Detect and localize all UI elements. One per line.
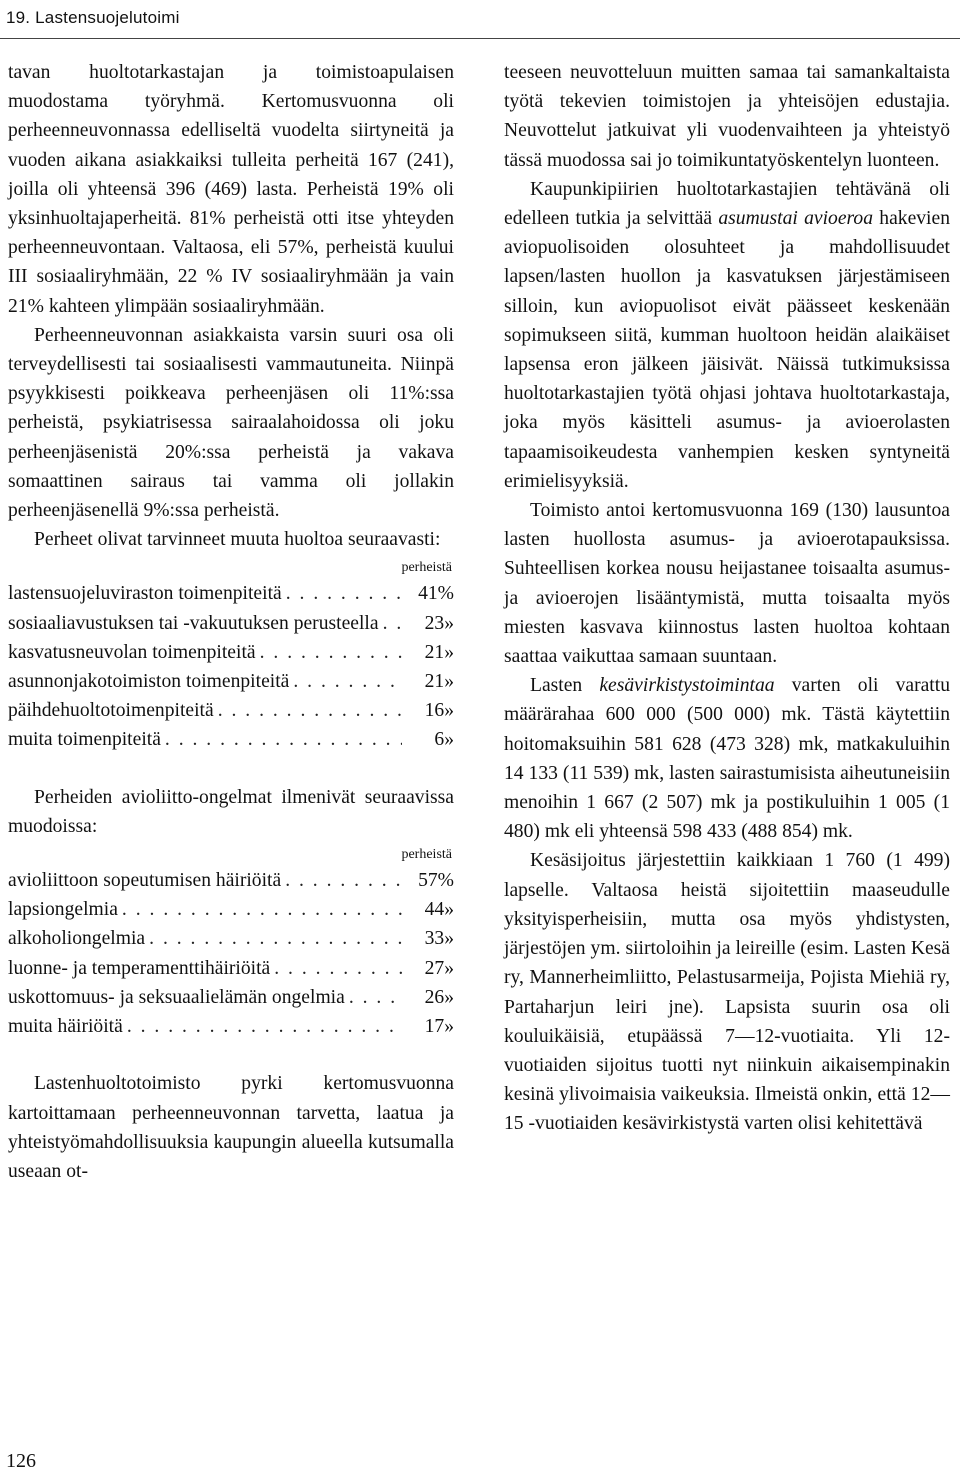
list-item-label: luonne- ja temperamenttihäiriöitä [8,957,271,979]
list-item [8,954,454,983]
leader-dots [274,954,402,983]
italic-term: kesävirkistystoimintaa [599,675,775,697]
left-paragraph-1: tavan huoltotarkastajan ja toimistoapulaisen muodostama työryhmä. Kertomusvuonna oli perheenneuvonnassa edelliseltä vuodelta siirtyneitä ja vuoden aikana asiakkaiksi tulleita perheitä 167 (241), joilla oli yhteensä 396 (469) lasta. Perheistä 19% oli yksinhuoltajaperheitä. 81% perheistä otti itse yhteyden perheenneuvontaan. Valtaosa, eli 57%, perheistä kuului III sosiaaliryhmään, 22 % IV sosiaaliryhmään ja vain 21% kahteen ylimpään sosiaaliryhmään. [8,62,454,317]
list-item-label: päihdehuoltotoimenpiteitä [8,700,214,722]
right-paragraph-1: teeseen neuvotteluun muitten samaa tai samankaltaista työtä tekevien toimistojen ja yhteisöjen edustajia. Neuvottelut jatkuivat yli vuodenvaihteen ja yhteistyö tässä muodossa sai jo toimikuntatyöskentelyn luonteen. [504,62,950,171]
text-run: Lasten [530,675,600,697]
list1 [8,579,454,754]
right-paragraph-4 [504,671,950,846]
list-item-value: 57% [418,870,454,892]
list-item-label: lapsiongelmia [8,899,118,921]
list-item [8,725,454,754]
list-item [8,638,454,667]
list-item-label: asunnonjakotoimiston toimenpiteitä [8,671,290,693]
running-header: 19. Lastensuojelutoimi [6,8,180,27]
list-item-value: 21» [424,671,454,693]
left-paragraph-4: Perheiden avioliitto-ongelmat ilmenivät seuraavissa muodoissa: [8,786,454,837]
list-item [8,609,454,638]
page-number: 126 [6,1450,36,1472]
right-column [504,58,950,1139]
list-item-value: 23» [424,612,454,634]
text-run: Kaupunkipiirien huoltotarkastajien tehtävänä oli edelleen tutkia ja selvittää [504,178,950,230]
list1-column-header: perheistä [401,560,452,576]
leader-dots [349,983,402,1012]
list-item-label: muita häiriöitä [8,1016,123,1038]
left-column [8,58,454,1186]
list-item [8,924,454,953]
list2 [8,866,454,1041]
italic-term: asumustai avioeroa [718,208,874,230]
list2-column-header: perheistä [401,847,452,863]
list-item [8,579,454,608]
right-paragraph-3: Toimisto antoi kertomusvuonna 169 (130) lausuntoa lasten huollosta asumus- ja avioerotapauksissa. Suhteellisen korkea nousu heijastanee toisaalta asumus- ja avioerojen lisääntymistä, mutta toisaalta myös miesten kasvava kiinnostus lasten huoltoa kohtaan saattaa vaikuttaa samaan suuntaan. [504,500,950,668]
list-item [8,1012,454,1041]
leader-dots [127,1012,402,1041]
leader-dots [285,866,402,895]
leader-dots [165,725,402,754]
leader-dots [383,609,402,638]
list-item-value: 44» [424,899,454,921]
list-item-label: kasvatusneuvolan toimenpiteitä [8,641,256,663]
left-paragraph-5: Lastenhuoltotoimisto pyrki kertomusvuonna kartoittamaan perheenneuvonnan tarvetta, laatua ja yhteistyömahdollisuuksia kaupungin alueella kutsumalla useaan ot- [8,1073,454,1182]
list-item [8,983,454,1012]
header-rule [0,38,960,39]
spacer [8,755,454,783]
right-paragraph-5: Kesäsijoitus järjestettiin kaikkiaan 1 760 (1 499) lapselle. Valtaosa heistä sijoitettiin maaseudulle yksityisperheisiin, mutta osa myös yhdistysten, järjestöjen ym. siirtoloihin ja leireille (esim. Lasten Kesä ry, Mannerheimliitto, Pelastusarmeija, Pojista Miehiä ry, Partaharjun leiri jne). Lapsista suurin osa oli kouluikäisiä, etupäässä 7—12-vuotiaita. Yli 12-vuotiaiden sijoitus tuotti nyt niinkuin aikaisempinakin kesinä ylivoimaisia vaikeuksia. Ilmeistä onkin, että 12—15 -vuotiaiden kesävirkistystä varten olisi kehitettävä [504,850,950,1135]
list-item-label: avioliittoon sopeutumisen häiriöitä [8,870,282,892]
list-item [8,895,454,924]
list-item-value: 41% [418,583,454,605]
list-item-value: 16» [424,700,454,722]
list-item-value: 17» [424,1016,454,1038]
leader-dots [293,667,402,696]
left-paragraph-2: Perheenneuvonnan asiakkaista varsin suuri osa oli terveydellisesti tai sosiaalisesti vammautuneita. Niinpä psyykkisesti poikkeava perheenjäsen oli 11%:ssa perheistä, psykiatrisessa sairaalahoidossa oli joku perheenjäsenistä 20%:ssa perheistä ja vakava somaattinen sairaus tai vamma oli jollakin perheenjäsenellä 9%:ssa perheistä. [8,324,454,522]
leader-dots [149,924,402,953]
list-item-label: lastensuojeluviraston toimenpiteitä [8,583,282,605]
list-item [8,667,454,696]
list-item [8,696,454,725]
spacer [8,1041,454,1069]
list-item-label: alkoholiongelmia [8,928,146,950]
list-item-value: 6» [434,729,454,751]
list-item-value: 27» [424,957,454,979]
list-item-value: 26» [424,986,454,1008]
text-run: hakevien aviopuolisoiden olosuhteet ja mahdollisuudet lapsen/lasten huollon ja kasvatuksen järjestämiseen silloin, kun aviopuolisot eivät päässeet keskenään sopimukseen siitä, kumman huoltoon heidän alaikäiset lapsensa eron jälkeen jäisivät. Näissä tutkimuksissa huoltotarkastajien työtä ohjasi johtava huoltotarkastaja, joka myös käsitteli asumus- ja avioerolasten tapaamisoikeudesta vanhempien kesken syntyneitä erimielisyyksiä. [504,208,950,492]
left-paragraph-3: Perheet olivat tarvinneet muuta huoltoa seuraavasti: [34,529,441,551]
text-run: varten oli varattu määrärahaa 600 000 (500 000) mk. Tästä käytettiin hoitomaksuihin 581 628 (473 328) mk, matkakuluihin 14 133 (11 539) mk, lasten sairastumisista aiheutuneisiin menoihin 1 667 (2 507) mk ja postikuluihin 1 005 (1 480) mk eli yhteensä 598 433 (488 854) mk. [504,675,950,843]
list-item [8,866,454,895]
leader-dots [218,696,402,725]
list-item-label: sosiaaliavustuksen tai -vakuutuksen perusteella [8,612,379,634]
leader-dots [122,895,402,924]
leader-dots [286,579,402,608]
list-item-value: 21» [424,641,454,663]
list-item-label: uskottomuus- ja seksuaalielämän ongelmia [8,986,345,1008]
list-item-label: muita toimenpiteitä [8,729,161,751]
leader-dots [260,638,402,667]
list-item-value: 33» [424,928,454,950]
right-paragraph-2 [504,175,950,496]
